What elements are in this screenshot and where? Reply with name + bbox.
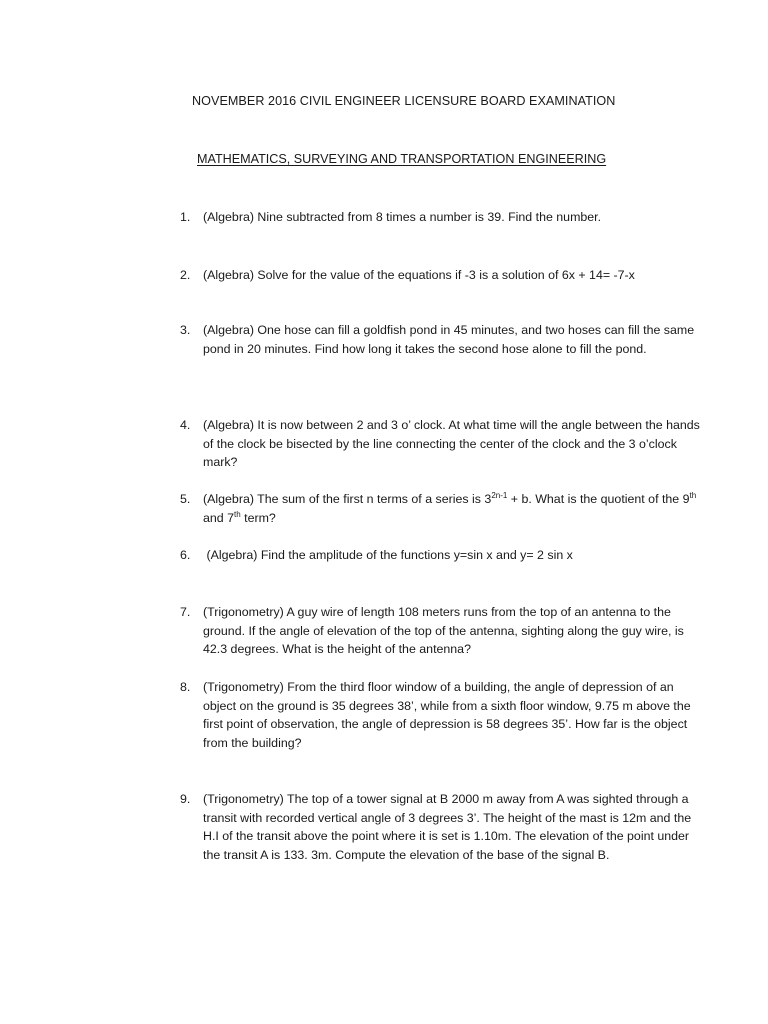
question-number: 4. (180, 418, 191, 432)
ordinal-suffix: th (234, 509, 241, 519)
question-text: (Trigonometry) From the third floor window of a building, the angle of depression of an object on the ground is 35 degrees 38’, while from a sixth floor window, 9.75 m above the first point of observation, the angle of depression is 58 degrees 35’. How far is the object from the building? (203, 680, 691, 750)
question-number: 9. (180, 792, 191, 806)
question-6 (180, 546, 700, 565)
question-text-part: and 7 (203, 510, 235, 525)
question-number: 7. (180, 605, 191, 619)
question-number: 2. (180, 268, 191, 282)
question-3 (180, 321, 700, 358)
question-1 (180, 208, 700, 227)
question-5 (180, 490, 700, 527)
question-number: 1. (180, 210, 191, 224)
question-text-part: term? (240, 510, 276, 525)
question-number: 6. (180, 548, 191, 562)
question-8 (180, 678, 700, 752)
question-text: (Trigonometry) The top of a tower signal at B 2000 m away from A was sighted through a transit with recorded vertical angle of 3 degrees 3’. The height of the mast is 12m and the H.I of the transit above the point where it is set is 1.10m. The elevation of the point under the transit A is 133. 3m. Compute the elevation of the base of the signal B. (203, 792, 692, 862)
exponent: 2n-1 (491, 491, 508, 500)
question-number: 3. (180, 323, 191, 337)
question-text: (Algebra) Find the amplitude of the functions y=sin x and y= 2 sin x (203, 548, 573, 562)
question-text (203, 490, 700, 527)
question-text: (Algebra) One hose can fill a goldfish pond in 45 minutes, and two hoses can fill the same pond in 20 minutes. Find how long it takes the second hose alone to fill the pond. (203, 323, 695, 356)
question-7 (180, 603, 700, 659)
ordinal-suffix: th (689, 491, 697, 500)
question-text: (Trigonometry) A guy wire of length 108 meters runs from the top of an antenna to the ground. If the angle of elevation of the top of the antenna, sighting along the guy wire, is 42.3 degrees. What is the height of the antenna? (203, 605, 684, 657)
question-text: (Algebra) Nine subtracted from 8 times a number is 39. Find the number. (203, 210, 602, 224)
question-9 (180, 790, 700, 864)
question-2 (180, 266, 700, 285)
question-text-part: + b. What is the quotient of the 9 (507, 492, 690, 506)
question-number: 8. (180, 680, 191, 694)
question-text: (Algebra) It is now between 2 and 3 o’ clock. At what time will the angle between the hands of the clock be bisected by the line connecting the center of the clock and the 3 o’clock mark? (203, 418, 700, 470)
exam-subtitle: MATHEMATICS, SURVEYING AND TRANSPORTATION ENGINEERING (197, 152, 607, 166)
exam-title: NOVEMBER 2016 CIVIL ENGINEER LICENSURE BOARD EXAMINATION (192, 94, 616, 108)
question-text: (Algebra) Solve for the value of the equations if -3 is a solution of 6x + 14= -7-x (203, 268, 635, 282)
question-text-part: (Algebra) The sum of the first n terms of a series is 3 (203, 492, 492, 506)
question-4 (180, 416, 700, 472)
question-number: 5. (180, 492, 191, 506)
